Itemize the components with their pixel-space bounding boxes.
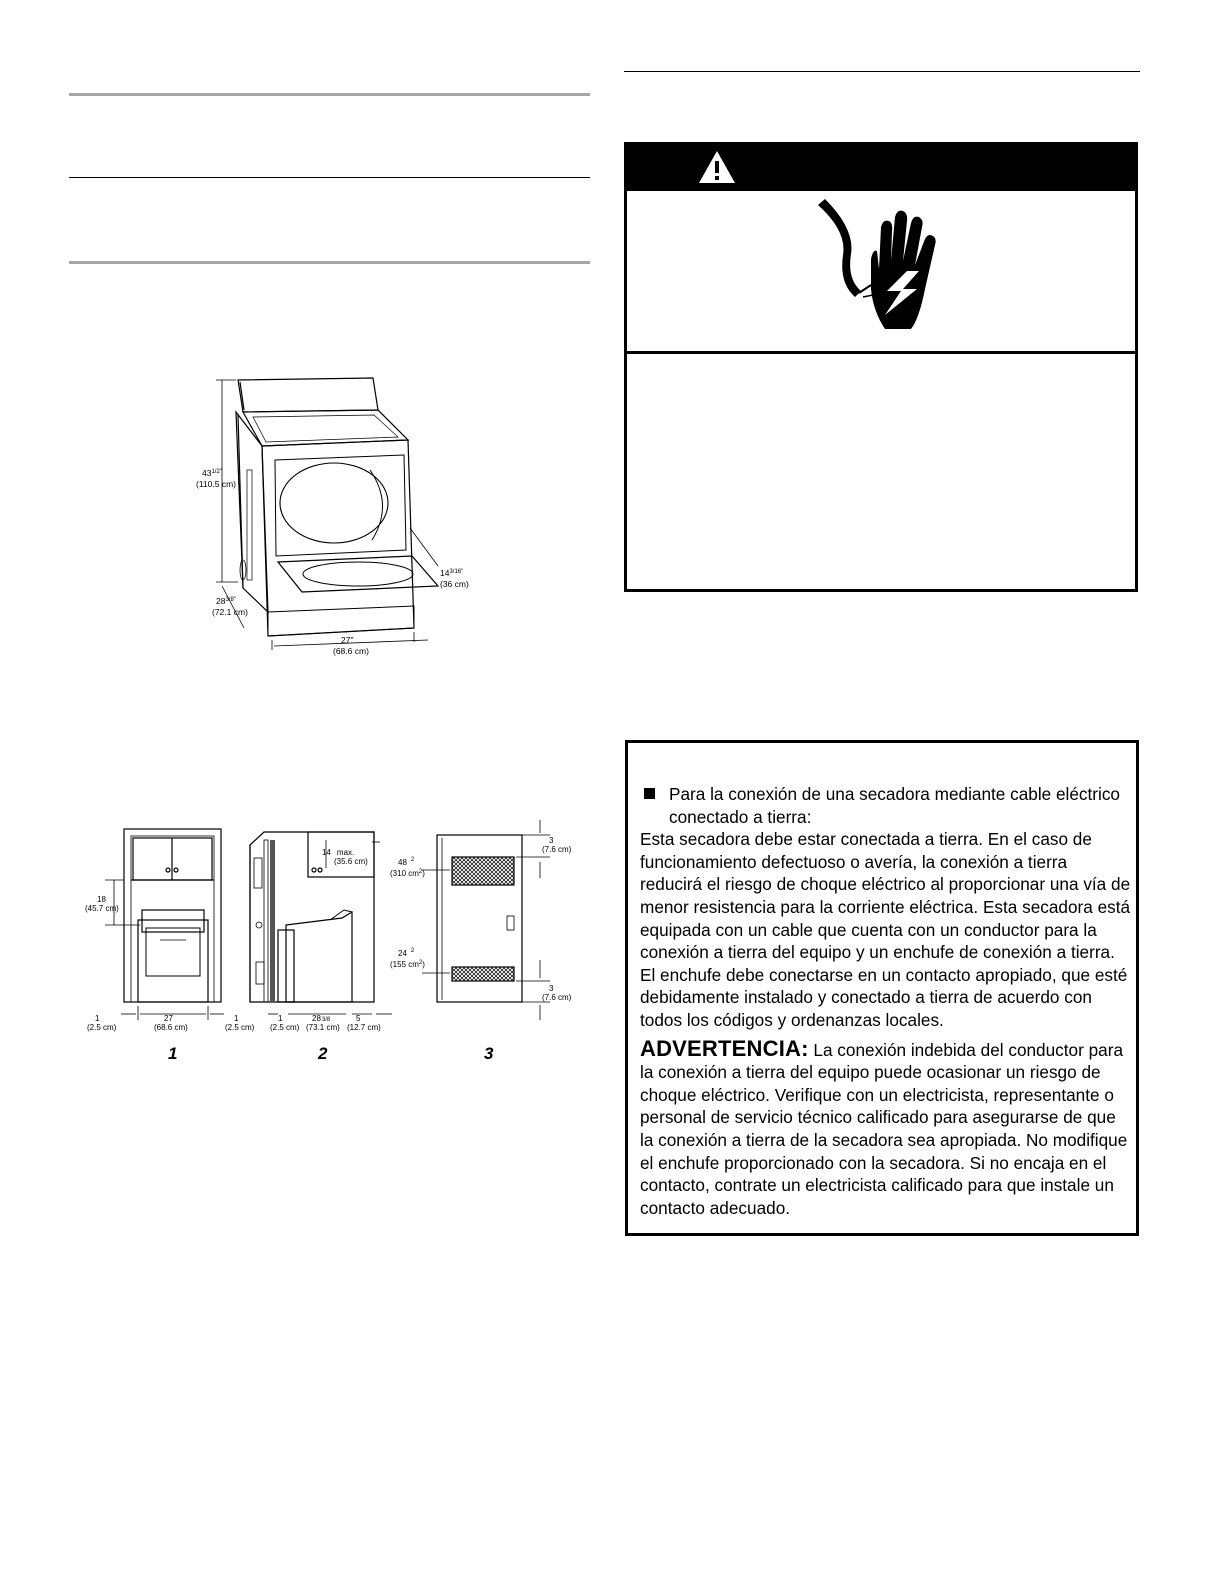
f1-top-gap: 18 bbox=[97, 895, 106, 904]
warning-header-bar bbox=[627, 145, 1135, 191]
top-vent-grille bbox=[452, 857, 514, 885]
right-column-rule bbox=[624, 71, 1140, 72]
f3-top-gap-cm: (7.6 cm) bbox=[542, 845, 572, 854]
wall-hatch bbox=[270, 840, 275, 1002]
f3-top-gap: 3 bbox=[549, 836, 554, 845]
electrical-shock-warning-box bbox=[624, 142, 1138, 592]
f1-width: 27 bbox=[164, 1014, 173, 1023]
section-rule-middle bbox=[69, 177, 590, 178]
dryer-width-cm: (68.6 cm) bbox=[333, 646, 369, 656]
f2-cab-cm: (35.6 cm) bbox=[334, 857, 368, 866]
dryer-dimensions-figure bbox=[185, 370, 485, 660]
grounding-bullet-text: Para la conexión de una secadora mediante cable eléctrico conectado a tierra: bbox=[669, 784, 1120, 827]
dryer-door-label: $14^{3/16"}$ bbox=[440, 568, 464, 578]
f3-bot-gap-cm: (7.6 cm) bbox=[542, 993, 572, 1002]
f1-left-cm: (2.5 cm) bbox=[87, 1023, 117, 1032]
f1-width-cm: (68.6 cm) bbox=[154, 1023, 188, 1032]
f2-rear-cm: (12.7 cm) bbox=[347, 1023, 381, 1032]
grounding-instructions-box bbox=[625, 740, 1139, 1236]
warning-triangle-icon bbox=[698, 150, 736, 184]
section-rule-bottom bbox=[69, 261, 590, 264]
advertencia-text: La conexión indebida del conductor para la conexión a tierra del equipo puede ocasionar un riesgo de choque eléctrico. Verifique con un electricista, representante o personal de servicio técnico calificado para asegurarse de que la conexión a tierra de la secadora sea apropiada. No modifique el enchufe proporcionado con la secadora. Si no encaja en el contacto, contrate un electricista calificado para que instale un contacto adecuado. bbox=[640, 1039, 1128, 1218]
dryer-width-label: 27" bbox=[341, 635, 354, 645]
f2-left-cm: (2.5 cm) bbox=[270, 1023, 300, 1032]
f1-right: 1 bbox=[234, 1014, 239, 1023]
grounding-warning-paragraph bbox=[640, 1035, 1132, 1220]
f3-bot-area-cm: (155 $cm^2$) bbox=[390, 960, 425, 969]
f2-cab: 14 max. bbox=[322, 848, 355, 857]
grounding-instructions-text bbox=[640, 783, 1132, 1219]
dryer-depth-label: $28^{3/8"}$ bbox=[216, 596, 236, 606]
f2-depth-cm: (73.1 cm) bbox=[306, 1023, 340, 1032]
dryer-door-cm: (36 cm) bbox=[440, 579, 469, 589]
figure-number-2: 2 bbox=[318, 1044, 328, 1063]
grounding-paragraph: Esta secadora debe estar conectada a tierra. En el caso de funcionamiento defectuoso o avería, la conexión a tierra reducirá el riesgo de choque eléctrico al proporcionar una vía de menor resistencia para la corriente eléctrica. Esta secadora está equipada con un cable que cuenta con un conductor para la conexión a tierra del equipo y un enchufe de conexión a tierra. El enchufe debe conectarse en un contacto apropiado, que esté debidamente instalado y conectado a tierra de acuerdo con todos los códigos y ordenanzas locales. bbox=[640, 829, 1131, 1030]
section-rule-top bbox=[69, 93, 590, 96]
f3-top-area-cm: (310 $cm^2$) bbox=[390, 869, 425, 878]
dryer-depth-cm: (72.1 cm) bbox=[212, 607, 248, 617]
f3-bot-gap: 3 bbox=[549, 984, 554, 993]
dryer-height-label: $43^{1/2"}$ bbox=[202, 468, 222, 478]
f1-right-cm: (2.5 cm) bbox=[225, 1023, 255, 1032]
closet-installation-drawing bbox=[124, 829, 221, 1002]
figure-number-1: 1 bbox=[168, 1044, 178, 1063]
f2-depth: 283/8 bbox=[312, 1014, 331, 1023]
dryer-height-cm: (110.5 cm) bbox=[196, 479, 236, 489]
installation-clearances-figure bbox=[75, 805, 585, 1035]
figure-number-3: 3 bbox=[484, 1044, 494, 1063]
f3-top-area: 48 $^2$ bbox=[398, 857, 415, 867]
warning-pictogram-area bbox=[627, 191, 1135, 354]
electric-shock-hand-icon bbox=[815, 199, 945, 349]
bullet-square-icon bbox=[644, 788, 655, 799]
grounding-bullet bbox=[640, 783, 1132, 828]
advertencia-label: ADVERTENCIA: bbox=[640, 1035, 809, 1061]
f2-left: 1 bbox=[278, 1014, 283, 1023]
f3-bot-area: 24 $^2$ bbox=[398, 948, 415, 958]
f1-left: 1 bbox=[95, 1014, 100, 1023]
bottom-vent-grille bbox=[452, 967, 514, 981]
f1-top-gap-cm: (45.7 cm) bbox=[85, 904, 119, 913]
f2-rear: 5 bbox=[356, 1014, 361, 1023]
